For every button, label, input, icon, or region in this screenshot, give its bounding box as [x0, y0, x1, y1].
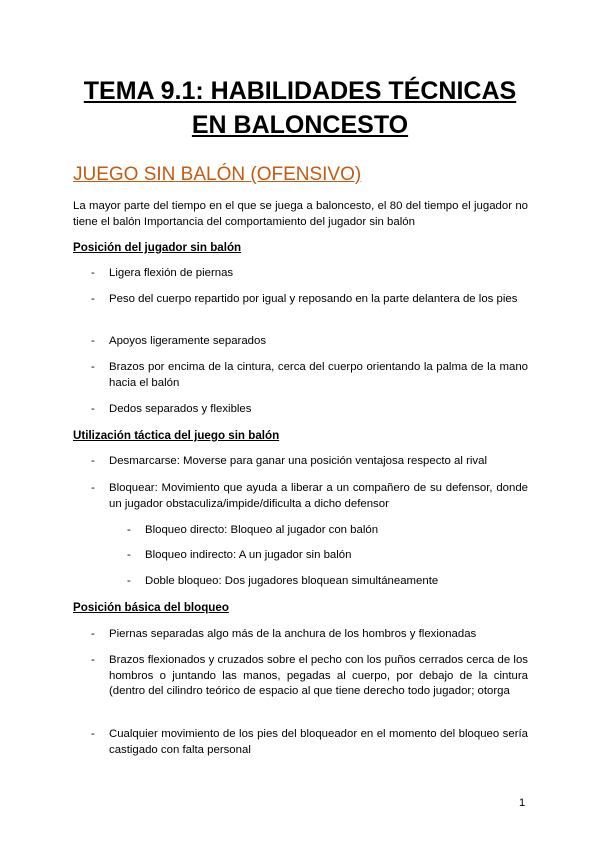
- subheading-posicion-jugador: Posición del jugador sin balón: [73, 241, 242, 254]
- list-item: Dedos separados y flexibles: [109, 403, 252, 415]
- list-dash: -: [91, 482, 95, 494]
- list-dash: -: [91, 293, 95, 305]
- list-item: Peso del cuerpo repartido por igual y reposando en la parte delantera de los pies: [109, 293, 518, 305]
- title-line-1: TEMA 9.1: HABILIDADES TÉCNICAS: [83, 77, 517, 105]
- list-item: Brazos flexionados y cruzados sobre el pecho con los puños cerrados cerca de los hombros o juntando las manos, pegadas al cuerpo, por debajo de la cintura (dentro del cilindro teórico de espacio al que tiene derecho todo jugador; otorga: [109, 654, 528, 697]
- list-dash: -: [127, 549, 131, 561]
- list-subitem: Bloqueo indirecto: A un jugador sin balón: [145, 549, 352, 561]
- list-dash: -: [127, 575, 131, 587]
- list-dash: -: [91, 455, 95, 467]
- list-item: Desmarcarse: Moverse para ganar una posición ventajosa respecto al rival: [109, 455, 487, 467]
- section-heading: JUEGO SIN BALÓN (OFENSIVO): [73, 164, 362, 185]
- list-dash: -: [91, 335, 95, 347]
- page-number: 1: [519, 797, 526, 809]
- list-item: Apoyos ligeramente separados: [109, 335, 267, 347]
- list-dash: -: [91, 267, 95, 279]
- list-dash: -: [127, 524, 131, 536]
- intro-paragraph: La mayor parte del tiempo en el que se juega a baloncesto, el 80 del tiempo el jugador no tiene el balón Importancia del comportamiento del jugador sin balón: [73, 200, 528, 228]
- list-dash: -: [91, 654, 95, 666]
- list-dash: -: [91, 403, 95, 415]
- list-item: Bloquear: Movimiento que ayuda a liberar a un compañero de su defensor, donde un jugador obstaculiza/impide/dificulta a dicho defensor: [109, 482, 528, 510]
- title-line-2: EN BALONCESTO: [191, 111, 409, 139]
- subheading-posicion-bloqueo: Posición básica del bloqueo: [73, 601, 229, 614]
- list-dash: -: [91, 728, 95, 740]
- list-item: Ligera flexión de piernas: [109, 267, 234, 279]
- list-subitem: Bloqueo directo: Bloqueo al jugador con balón: [145, 524, 379, 536]
- list-item: Piernas separadas algo más de la anchura de los hombros y flexionadas: [109, 628, 477, 640]
- list-item: Brazos por encima de la cintura, cerca del cuerpo orientando la palma de la mano hacia el balón: [109, 361, 528, 389]
- list-item: Cualquier movimiento de los pies del bloqueador en el momento del bloqueo sería castigado con falta personal: [109, 728, 528, 756]
- list-dash: -: [91, 361, 95, 373]
- subheading-utilizacion-tactica: Utilización táctica del juego sin balón: [73, 429, 280, 442]
- list-dash: -: [91, 628, 95, 640]
- list-subitem: Doble bloqueo: Dos jugadores bloquean simultáneamente: [145, 575, 439, 587]
